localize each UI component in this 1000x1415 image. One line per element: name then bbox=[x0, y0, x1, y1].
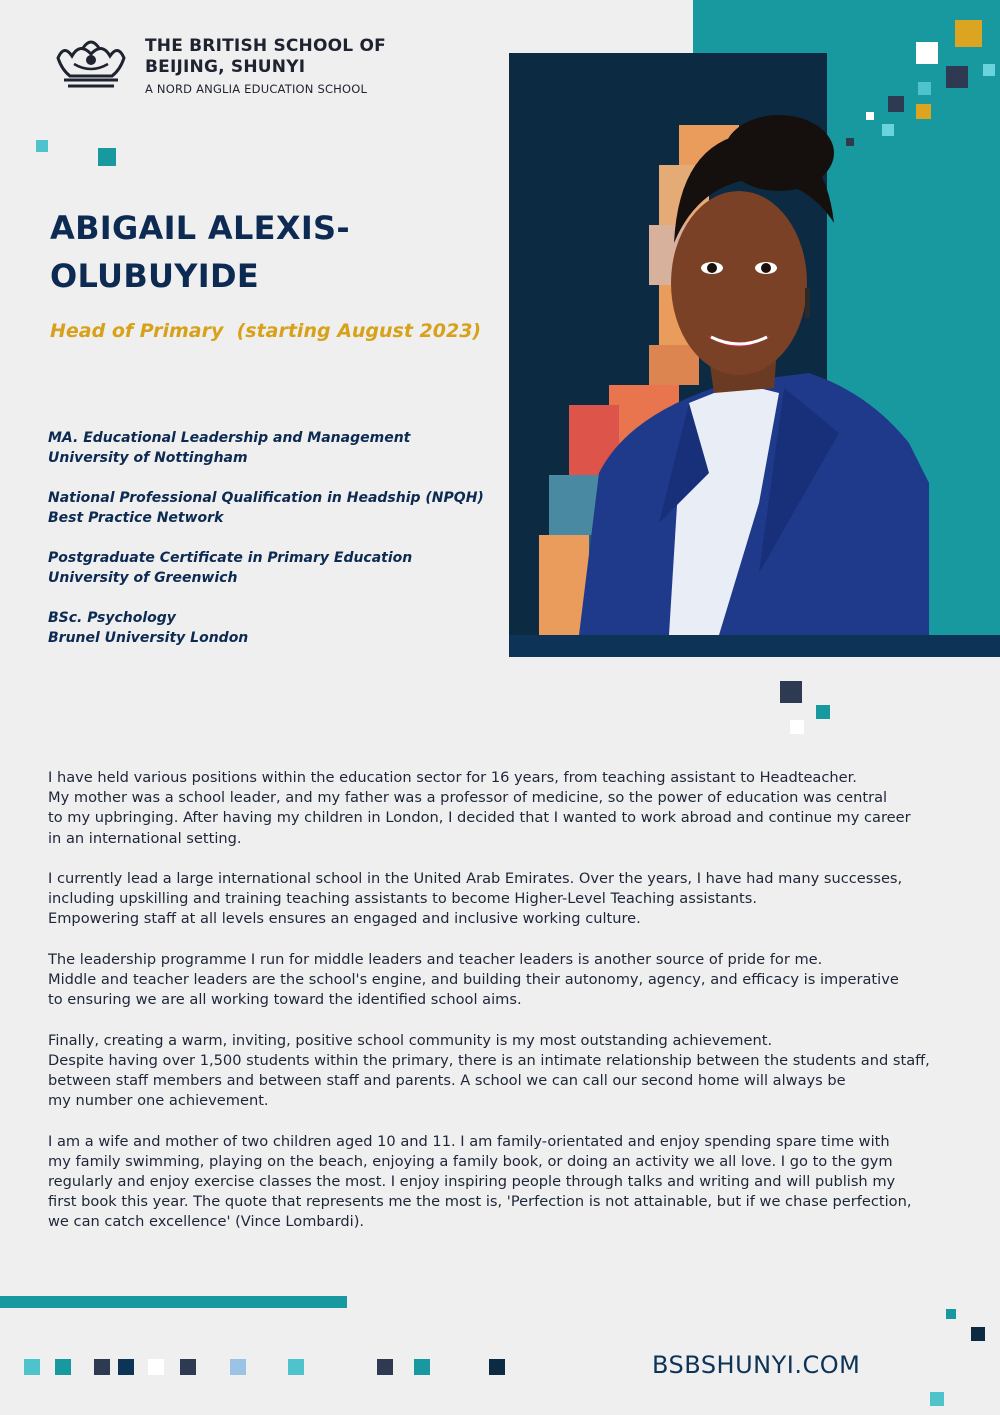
decor-square bbox=[98, 148, 116, 166]
decor-square bbox=[816, 705, 830, 719]
qualification-institution: Best Practice Network bbox=[48, 510, 224, 526]
decor-square bbox=[780, 681, 802, 703]
biography bbox=[48, 768, 978, 1253]
decor-square bbox=[930, 1392, 944, 1406]
decor-square bbox=[55, 1359, 71, 1375]
school-subtitle: A NORD ANGLIA EDUCATION SCHOOL bbox=[145, 82, 368, 96]
bio-paragraph: I have held various positions within the education sector for 16 years, from teaching assistant to Headteacher. My mother was a school leader, and my father was a professor of medicine, so the power of education was central to my upbringing. After having my children in London, I decided that I wanted to work abroad and continue my career in an international setting. bbox=[48, 769, 911, 847]
school-name: THE BRITISH SCHOOL OF BEIJING, SHUNYI bbox=[145, 36, 386, 77]
qualification-institution: Brunel University London bbox=[48, 630, 249, 646]
qualification-item bbox=[48, 548, 508, 588]
decor-square bbox=[946, 66, 968, 88]
decor-square bbox=[24, 1359, 40, 1375]
decor-square bbox=[180, 1359, 196, 1375]
school-crest-logo bbox=[50, 36, 132, 94]
decor-square bbox=[846, 138, 854, 146]
decor-square bbox=[489, 1359, 505, 1375]
footer-teal-bar bbox=[0, 1296, 347, 1308]
decor-square bbox=[94, 1359, 110, 1375]
decor-square bbox=[866, 112, 874, 120]
decor-square bbox=[888, 96, 904, 112]
decor-square bbox=[230, 1359, 246, 1375]
decor-square bbox=[916, 42, 938, 64]
decor-square bbox=[36, 140, 48, 152]
photo-bottom-bar bbox=[509, 635, 1000, 657]
qualification-institution: University of Greenwich bbox=[48, 570, 238, 586]
decor-square bbox=[918, 82, 931, 95]
decor-square bbox=[955, 20, 982, 47]
bio-paragraph: I currently lead a large international school in the United Arab Emirates. Over the years, I have had many successes, including upskilling and training teaching assistants to become Higher-Level Teaching assistants. Empowering staff at all levels ensures an engaged and inclusive working culture. bbox=[48, 870, 903, 928]
qualification-title: National Professional Qualification in Headship (NPQH) bbox=[48, 490, 484, 506]
qualification-institution: University of Nottingham bbox=[48, 450, 248, 466]
face bbox=[671, 191, 807, 375]
person-name: ABIGAIL ALEXIS-OLUBUYIDE bbox=[50, 209, 350, 295]
qualifications-list bbox=[48, 428, 508, 668]
decor-square bbox=[946, 1309, 956, 1319]
decor-square bbox=[916, 104, 931, 119]
bio-paragraph: Finally, creating a warm, inviting, positive school community is my most outstanding achievement. Despite having over 1,500 students within the primary, there is an intimate relationship between the students and staff, between staff members and between staff and parents. A school we can call our second home will always be my number one achievement. bbox=[48, 1031, 930, 1110]
decor-square bbox=[377, 1359, 393, 1375]
decor-square bbox=[118, 1359, 134, 1375]
decor-square bbox=[288, 1359, 304, 1375]
qualification-item bbox=[48, 428, 508, 468]
qualification-item bbox=[48, 608, 508, 648]
decor-square bbox=[790, 720, 804, 734]
decor-square bbox=[882, 124, 894, 136]
website-link[interactable]: BSBSHUNYI.COM bbox=[652, 1351, 861, 1379]
qualification-item bbox=[48, 488, 508, 528]
decor-square bbox=[148, 1359, 164, 1375]
decor-square bbox=[971, 1327, 985, 1341]
qualification-title: Postgraduate Certificate in Primary Education bbox=[48, 550, 413, 566]
decor-square bbox=[983, 64, 995, 76]
decor-square bbox=[414, 1359, 430, 1375]
job-title: Head of Primary (starting August 2023) bbox=[50, 320, 482, 342]
bio-paragraph: I am a wife and mother of two children aged 10 and 11. I am family-orientated and enjoy spending spare time with my family swimming, playing on the beach, enjoying a family book, or doing an activity we all love. I go to the gym regularly and enjoy exercise classes the most. I enjoy inspiring people through talks and writing and will publish my first book this year. The quote that represents me the most is, 'Perfection is not attainable, but if we chase perfection, we can catch excellence' (Vince Lombardi). bbox=[48, 1132, 912, 1231]
bio-paragraph: The leadership programme I run for middle leaders and teacher leaders is another source of pride for me. Middle and teacher leaders are the school's engine, and building their autonomy, agency, and efficacy is imperative to ensuring we are all working toward the identified school aims. bbox=[48, 950, 899, 1009]
qualification-title: MA. Educational Leadership and Management bbox=[48, 430, 411, 446]
qualification-title: BSc. Psychology bbox=[48, 610, 176, 626]
portrait-photo bbox=[509, 53, 929, 635]
